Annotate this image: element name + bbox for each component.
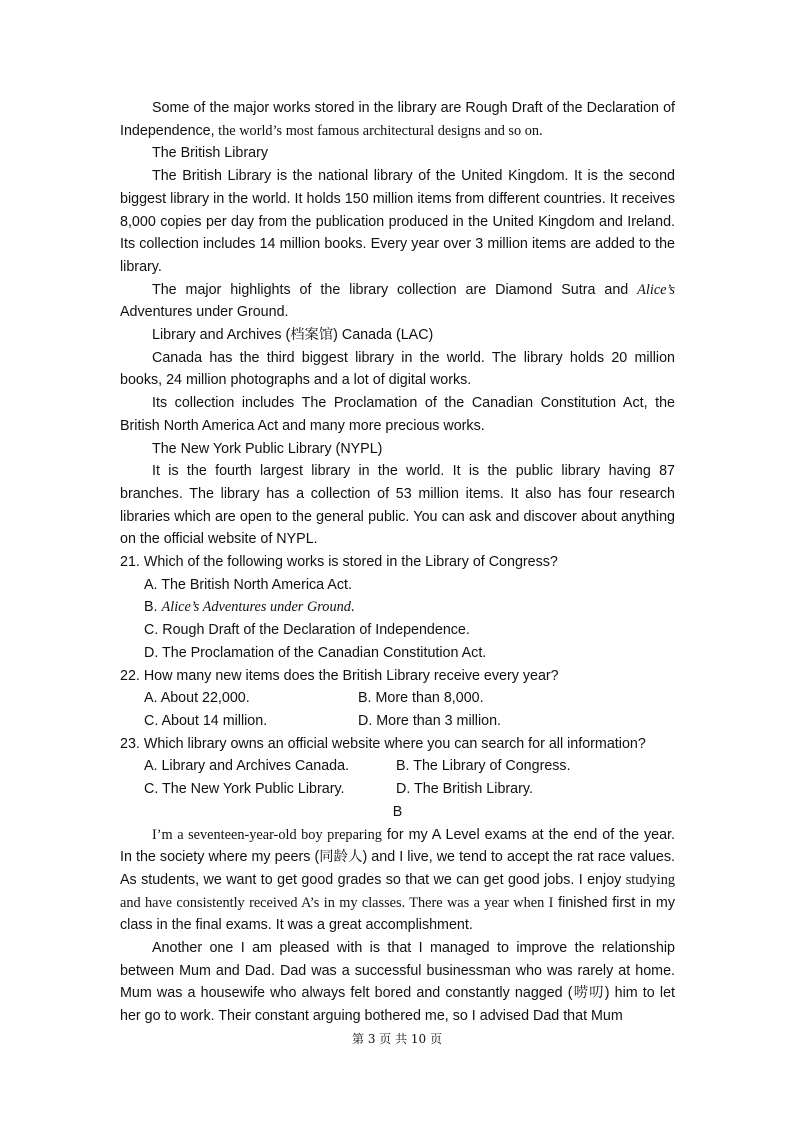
question-23-option-c: C. The New York Public Library. [144, 781, 345, 798]
question-23-option-a: A. Library and Archives Canada. [144, 758, 350, 775]
question-21-option-b [120, 596, 675, 619]
passage-b-p1-part4: finished first in my class in the final exams. It was a great accomplishment. [120, 894, 675, 934]
question-22-option-b: B. More than 8,000. [358, 690, 484, 707]
passage-b-p1-part1: I’m a seventeen-year-old boy preparing [152, 826, 382, 843]
question-22-option-c: C. About 14 million. [144, 712, 268, 729]
passage-b-p1-part2: for my A Level exams at the end of the year. In the society where my peers (同龄人) and I live, we tend to accept the rat race values. As students, we want to get good grades so that we can get good jobs. I enjoy [120, 826, 675, 888]
option-b-suffix: . [350, 599, 355, 616]
question-22-options-row-2 [120, 710, 675, 733]
passage-b-paragraph-1 [120, 824, 675, 938]
passage-a-p1-part1: Some of the major works stored in the library are Rough Draft of the Declaration of Independence, [120, 100, 675, 139]
question-22-option-d: D. More than 3 million. [358, 712, 502, 729]
option-b-italic-title: Alice’s Adventures under Ground [161, 599, 351, 616]
passage-a-p3-part1: The major highlights of the library collection are Diamond Sutra and [152, 281, 638, 298]
question-23-option-b: B. The Library of Congress. [396, 758, 571, 775]
passage-a-paragraph-4: Canada has the third biggest library in the world. The library holds 20 million books, 24 million photographs and a lot of digital works. [120, 349, 675, 389]
passage-a-paragraph-1 [120, 97, 675, 142]
passage-a-p3-part3: Adventures under Ground. [120, 304, 289, 321]
passage-a-paragraph-6: It is the fourth largest library in the world. It is the public library having 87 branches. The library has a collection of 53 million items. It also has four research libraries which are open to the general public. You can ask and discover about anything on the official website of NYPL. [120, 463, 675, 548]
question-21-stem: 21. Which of the following works is stored in the Library of Congress? [120, 554, 558, 571]
question-21-option-c: C. Rough Draft of the Declaration of Independence. [144, 622, 470, 639]
heading-nypl: The New York Public Library (NYPL) [152, 440, 383, 457]
question-22-option-a: A. About 22,000. [144, 690, 250, 707]
heading-british-library: The British Library [152, 145, 269, 162]
question-21-option-d: D. The Proclamation of the Canadian Constitution Act. [144, 644, 487, 661]
page-footer: 第 3 页 共 10 页 [352, 1032, 442, 1046]
option-b-prefix: B. [144, 599, 162, 616]
question-22-options-row-1 [120, 687, 675, 710]
heading-lac: Library and Archives (档案馆) Canada (LAC) [152, 327, 434, 344]
passage-a-paragraph-3 [120, 279, 675, 324]
question-23-stem: 23. Which library owns an official website where you can search for all information? [120, 735, 646, 752]
passage-a-paragraph-5: Its collection includes The Proclamation of the Canadian Constitution Act, the British North America Act and many more precious works. [120, 395, 675, 434]
passage-a-p1-part2: the world’s most famous architectural designs and so on. [214, 122, 543, 139]
question-23-option-d: D. The British Library. [396, 781, 533, 798]
passage-b-label: B [392, 803, 403, 820]
passage-b-p1-part3: studying and have consistently received A’s in my classes. There was a year when I [120, 871, 675, 911]
question-21-option-a: A. The British North America Act. [144, 576, 352, 593]
document-page [120, 97, 675, 1028]
question-23-options-row-2 [120, 778, 675, 801]
passage-b-paragraph-2: Another one I am pleased with is that I managed to improve the relationship between Mum and Dad. Dad was a successful businessman who was rarely at home. Mum was a housewife who always felt bored and constantly nagged (唠叨) him to let her go to work. Their constant arguing bothered me, so I advised Dad that Mum [120, 940, 675, 1025]
passage-a-paragraph-2: The British Library is the national library of the United Kingdom. It is the second biggest library in the world. It holds 150 million items from different countries. It receives 8,000 copies per day from the publication produced in the United Kingdom and Ireland. Its collection includes 14 million books. Every year over 3 million items are added to the library. [120, 168, 675, 275]
passage-a-p3-italic: Alice’s [637, 281, 675, 298]
question-22-stem: 22. How many new items does the British Library receive every year? [120, 667, 559, 684]
question-23-options-row-1 [120, 755, 675, 778]
